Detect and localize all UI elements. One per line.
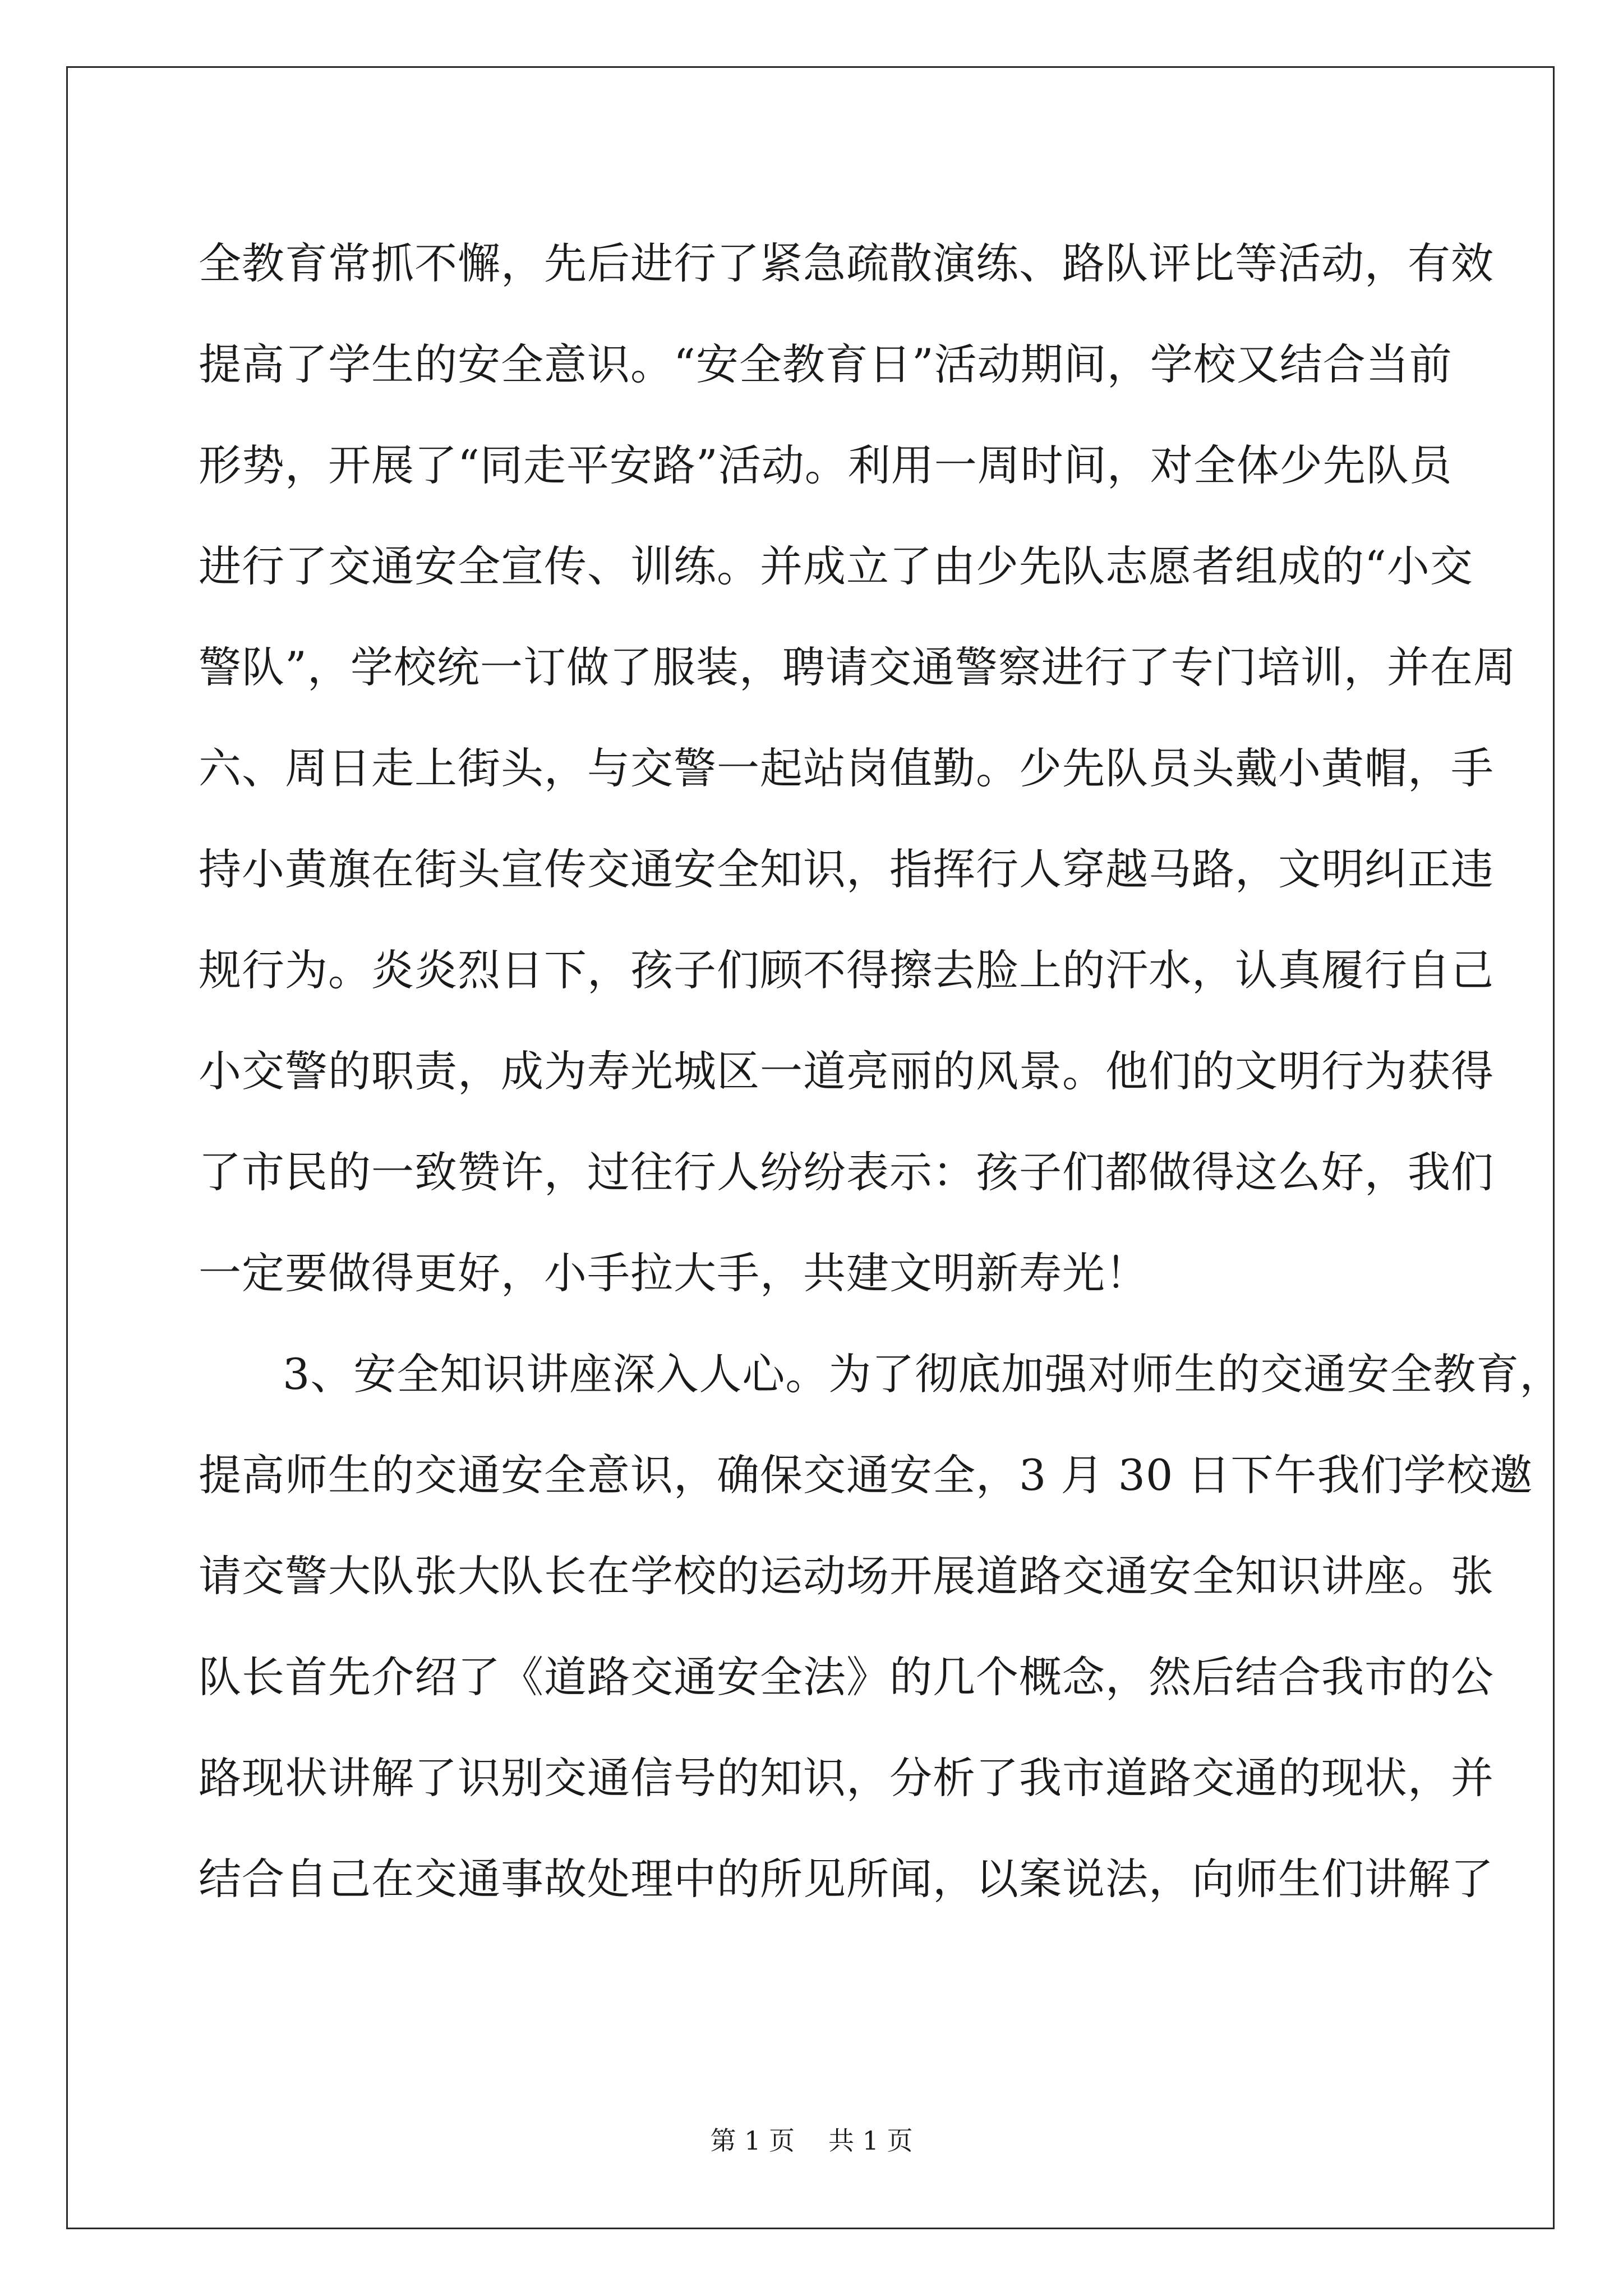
paragraph-2-line-2: 提高师生的交通安全意识，确保交通安全，3 月 30 日下午我们学校邀 bbox=[199, 1450, 1533, 1500]
paragraph-2-line-5: 路现状讲解了识别交通信号的知识，分析了我市道路交通的现状，并 bbox=[199, 1753, 1494, 1803]
paragraph-1-line-7: 持小黄旗在街头宣传交通安全知识，指挥行人穿越马路，文明纠正违 bbox=[199, 844, 1494, 894]
paragraph-1-line-11: 一定要做得更好，小手拉大手，共建文明新寿光！ bbox=[199, 1248, 1149, 1298]
paragraph-1-line-1: 全教育常抓不懈，先后进行了紧急疏散演练、路队评比等活动，有效 bbox=[199, 238, 1494, 288]
paragraph-1-line-6: 六、周日走上街头，与交警一起站岗值勤。少先队员头戴小黄帽，手 bbox=[199, 743, 1494, 793]
paragraph-1-line-9: 小交警的职责，成为寿光城区一道亮丽的风景。他们的文明行为获得 bbox=[199, 1046, 1494, 1096]
paragraph-2-line-1: 3、安全知识讲座深入人心。为了彻底加强对师生的交通安全教育， bbox=[283, 1349, 1563, 1399]
page-number-label: 第 1 页 bbox=[710, 2125, 795, 2156]
paragraph-2-line-4: 队长首先介绍了《道路交通安全法》的几个概念，然后结合我市的公 bbox=[199, 1652, 1494, 1702]
page-footer bbox=[0, 2120, 1623, 2157]
paragraph-1-line-8: 规行为。炎炎烈日下，孩子们顾不得擦去脸上的汗水，认真履行自己 bbox=[199, 945, 1494, 995]
paragraph-2-line-3: 请交警大队张大队长在学校的运动场开展道路交通安全知识讲座。张 bbox=[199, 1551, 1494, 1601]
paragraph-1-line-5: 警队”，学校统一订做了服装，聘请交通警察进行了专门培训，并在周 bbox=[199, 642, 1516, 692]
document-body bbox=[199, 213, 1563, 1930]
paragraph-1-line-3: 形势，开展了“同走平安路”活动。利用一周时间，对全体少先队员 bbox=[199, 440, 1453, 490]
paragraph-2-line-6: 结合自己在交通事故处理中的所见所闻，以案说法，向师生们讲解了 bbox=[199, 1854, 1494, 1904]
total-pages-label: 共 1 页 bbox=[828, 2125, 913, 2156]
paragraph-1-line-4: 进行了交通安全宣传、训练。并成立了由少先队志愿者组成的“小交 bbox=[199, 541, 1473, 591]
paragraph-1-line-2: 提高了学生的安全意识。“安全教育日”活动期间，学校又结合当前 bbox=[199, 339, 1453, 389]
paragraph-1-line-10: 了市民的一致赞许，过往行人纷纷表示：孩子们都做得这么好，我们 bbox=[199, 1147, 1494, 1197]
